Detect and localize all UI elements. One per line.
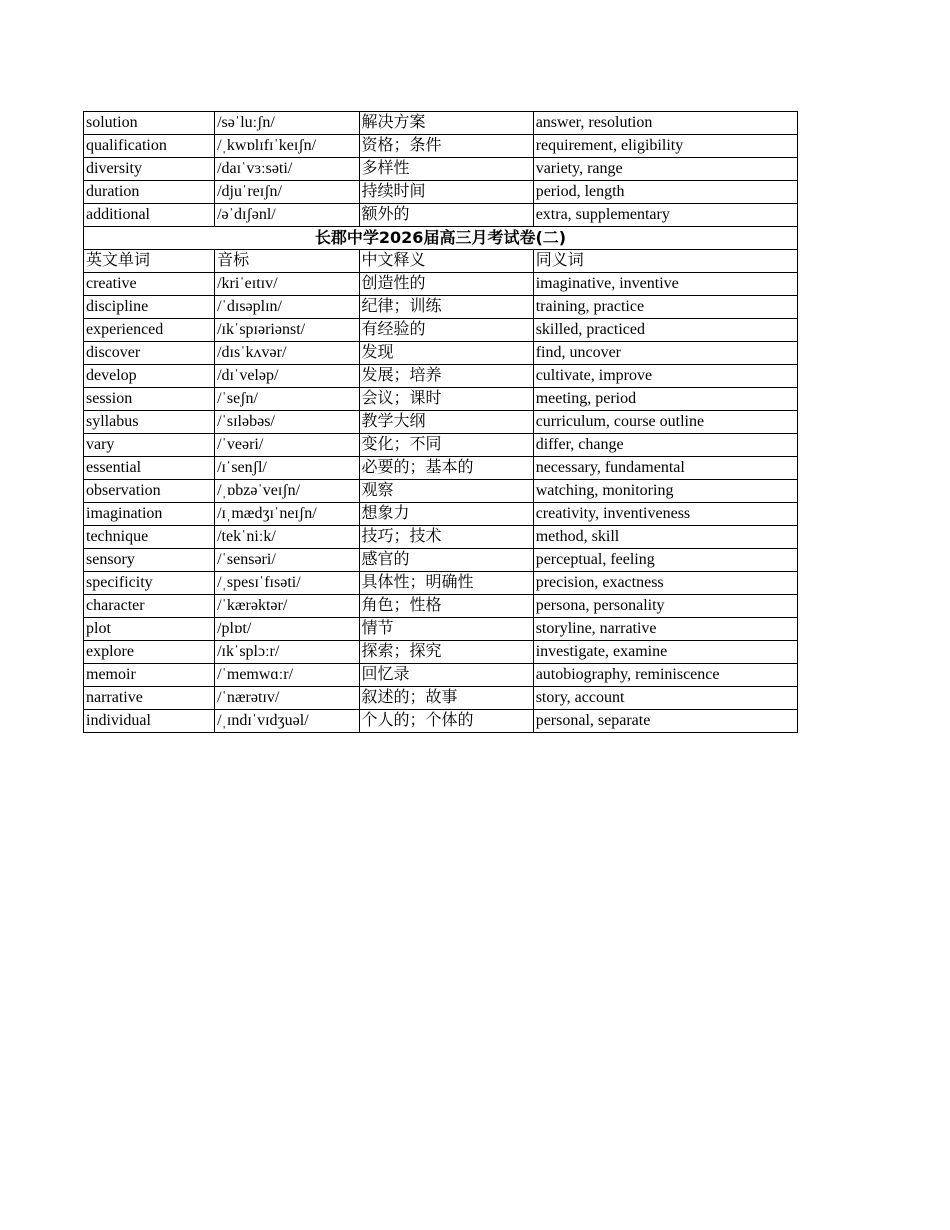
meaning-cell: 教学大纲: [359, 411, 533, 434]
previous-section-rows: [84, 112, 798, 227]
meaning-cell: 创造性的: [359, 273, 533, 296]
synonym-cell: meeting, period: [533, 388, 797, 411]
table-row: [84, 204, 798, 227]
table-row: [84, 158, 798, 181]
phonetic-cell: /dɪsˈkʌvər/: [215, 342, 359, 365]
word-cell: duration: [84, 181, 215, 204]
word-cell: specificity: [84, 572, 215, 595]
word-cell: individual: [84, 710, 215, 733]
header-chinese-meaning: 中文释义: [359, 250, 533, 273]
phonetic-cell: /ˈseʃn/: [215, 388, 359, 411]
word-cell: discipline: [84, 296, 215, 319]
word-cell: technique: [84, 526, 215, 549]
meaning-cell: 情节: [359, 618, 533, 641]
synonym-cell: answer, resolution: [533, 112, 797, 135]
phonetic-cell: /ˈkærəktər/: [215, 595, 359, 618]
meaning-cell: 有经验的: [359, 319, 533, 342]
phonetic-cell: /ˈnærətɪv/: [215, 687, 359, 710]
header-phonetic: 音标: [215, 250, 359, 273]
synonym-cell: differ, change: [533, 434, 797, 457]
phonetic-cell: /səˈluːʃn/: [215, 112, 359, 135]
meaning-cell: 变化；不同: [359, 434, 533, 457]
meaning-cell: 持续时间: [359, 181, 533, 204]
word-cell: memoir: [84, 664, 215, 687]
table-row: [84, 411, 798, 434]
meaning-cell: 感官的: [359, 549, 533, 572]
meaning-cell: 纪律；训练: [359, 296, 533, 319]
phonetic-cell: /ɪˌmædʒɪˈneɪʃn/: [215, 503, 359, 526]
table-row: [84, 595, 798, 618]
synonym-cell: training, practice: [533, 296, 797, 319]
section-title-group: [84, 227, 798, 273]
phonetic-cell: /tekˈniːk/: [215, 526, 359, 549]
header-english-word: 英文单词: [84, 250, 215, 273]
synonym-cell: watching, monitoring: [533, 480, 797, 503]
word-cell: character: [84, 595, 215, 618]
meaning-cell: 叙述的；故事: [359, 687, 533, 710]
synonym-cell: personal, separate: [533, 710, 797, 733]
meaning-cell: 观察: [359, 480, 533, 503]
meaning-cell: 多样性: [359, 158, 533, 181]
phonetic-cell: /ˌɒbzəˈveɪʃn/: [215, 480, 359, 503]
word-cell: imagination: [84, 503, 215, 526]
table-row: [84, 365, 798, 388]
vocabulary-rows: [84, 273, 798, 733]
section-title: 长郡中学2026届高三月考试卷(二): [84, 227, 798, 250]
synonym-cell: perceptual, feeling: [533, 549, 797, 572]
word-cell: narrative: [84, 687, 215, 710]
table-row: [84, 572, 798, 595]
header-synonyms: 同义词: [533, 250, 797, 273]
synonym-cell: period, length: [533, 181, 797, 204]
meaning-cell: 会议；课时: [359, 388, 533, 411]
phonetic-cell: /plɒt/: [215, 618, 359, 641]
table-row: [84, 319, 798, 342]
word-cell: develop: [84, 365, 215, 388]
synonym-cell: skilled, practiced: [533, 319, 797, 342]
word-cell: observation: [84, 480, 215, 503]
meaning-cell: 资格；条件: [359, 135, 533, 158]
phonetic-cell: /ˈveəri/: [215, 434, 359, 457]
table-row: [84, 618, 798, 641]
word-cell: syllabus: [84, 411, 215, 434]
synonym-cell: imaginative, inventive: [533, 273, 797, 296]
phonetic-cell: /ˌspesɪˈfɪsəti/: [215, 572, 359, 595]
table-row: [84, 664, 798, 687]
synonym-cell: precision, exactness: [533, 572, 797, 595]
phonetic-cell: /ˌkwɒlɪfɪˈkeɪʃn/: [215, 135, 359, 158]
table-row: [84, 549, 798, 572]
synonym-cell: curriculum, course outline: [533, 411, 797, 434]
meaning-cell: 具体性；明确性: [359, 572, 533, 595]
synonym-cell: storyline, narrative: [533, 618, 797, 641]
meaning-cell: 想象力: [359, 503, 533, 526]
table-row: [84, 112, 798, 135]
phonetic-cell: /ɪˈsenʃl/: [215, 457, 359, 480]
phonetic-cell: /daɪˈvɜːsəti/: [215, 158, 359, 181]
word-cell: sensory: [84, 549, 215, 572]
synonym-cell: requirement, eligibility: [533, 135, 797, 158]
meaning-cell: 探索；探究: [359, 641, 533, 664]
phonetic-cell: /kriˈeɪtɪv/: [215, 273, 359, 296]
synonym-cell: method, skill: [533, 526, 797, 549]
meaning-cell: 个人的；个体的: [359, 710, 533, 733]
synonym-cell: autobiography, reminiscence: [533, 664, 797, 687]
meaning-cell: 发现: [359, 342, 533, 365]
header-row: [84, 250, 798, 273]
phonetic-cell: /əˈdɪʃənl/: [215, 204, 359, 227]
section-title-row: [84, 227, 798, 250]
synonym-cell: variety, range: [533, 158, 797, 181]
synonym-cell: investigate, examine: [533, 641, 797, 664]
phonetic-cell: /djuˈreɪʃn/: [215, 181, 359, 204]
table-row: [84, 641, 798, 664]
synonym-cell: creativity, inventiveness: [533, 503, 797, 526]
table-row: [84, 388, 798, 411]
meaning-cell: 角色；性格: [359, 595, 533, 618]
meaning-cell: 发展；培养: [359, 365, 533, 388]
table-row: [84, 273, 798, 296]
word-cell: plot: [84, 618, 215, 641]
phonetic-cell: /ˈdɪsəplɪn/: [215, 296, 359, 319]
synonym-cell: story, account: [533, 687, 797, 710]
word-cell: essential: [84, 457, 215, 480]
phonetic-cell: /dɪˈveləp/: [215, 365, 359, 388]
meaning-cell: 额外的: [359, 204, 533, 227]
table-row: [84, 342, 798, 365]
phonetic-cell: /ˈsensəri/: [215, 549, 359, 572]
phonetic-cell: /ˌɪndɪˈvɪdʒuəl/: [215, 710, 359, 733]
synonym-cell: find, uncover: [533, 342, 797, 365]
table-row: [84, 457, 798, 480]
word-cell: creative: [84, 273, 215, 296]
word-cell: explore: [84, 641, 215, 664]
phonetic-cell: /ˈmemwɑːr/: [215, 664, 359, 687]
word-cell: diversity: [84, 158, 215, 181]
table-row: [84, 181, 798, 204]
table-row: [84, 503, 798, 526]
synonym-cell: necessary, fundamental: [533, 457, 797, 480]
word-cell: session: [84, 388, 215, 411]
table-row: [84, 434, 798, 457]
synonym-cell: extra, supplementary: [533, 204, 797, 227]
table-row: [84, 710, 798, 733]
meaning-cell: 解决方案: [359, 112, 533, 135]
meaning-cell: 技巧；技术: [359, 526, 533, 549]
table-row: [84, 135, 798, 158]
synonym-cell: persona, personality: [533, 595, 797, 618]
word-cell: vary: [84, 434, 215, 457]
table-row: [84, 687, 798, 710]
table-row: [84, 526, 798, 549]
meaning-cell: 必要的；基本的: [359, 457, 533, 480]
word-cell: experienced: [84, 319, 215, 342]
word-cell: discover: [84, 342, 215, 365]
phonetic-cell: /ɪkˈsplɔːr/: [215, 641, 359, 664]
phonetic-cell: /ɪkˈspɪəriənst/: [215, 319, 359, 342]
vocabulary-table: [83, 111, 798, 733]
word-cell: qualification: [84, 135, 215, 158]
table-row: [84, 296, 798, 319]
table-row: [84, 480, 798, 503]
meaning-cell: 回忆录: [359, 664, 533, 687]
phonetic-cell: /ˈsɪləbəs/: [215, 411, 359, 434]
word-cell: additional: [84, 204, 215, 227]
word-cell: solution: [84, 112, 215, 135]
synonym-cell: cultivate, improve: [533, 365, 797, 388]
